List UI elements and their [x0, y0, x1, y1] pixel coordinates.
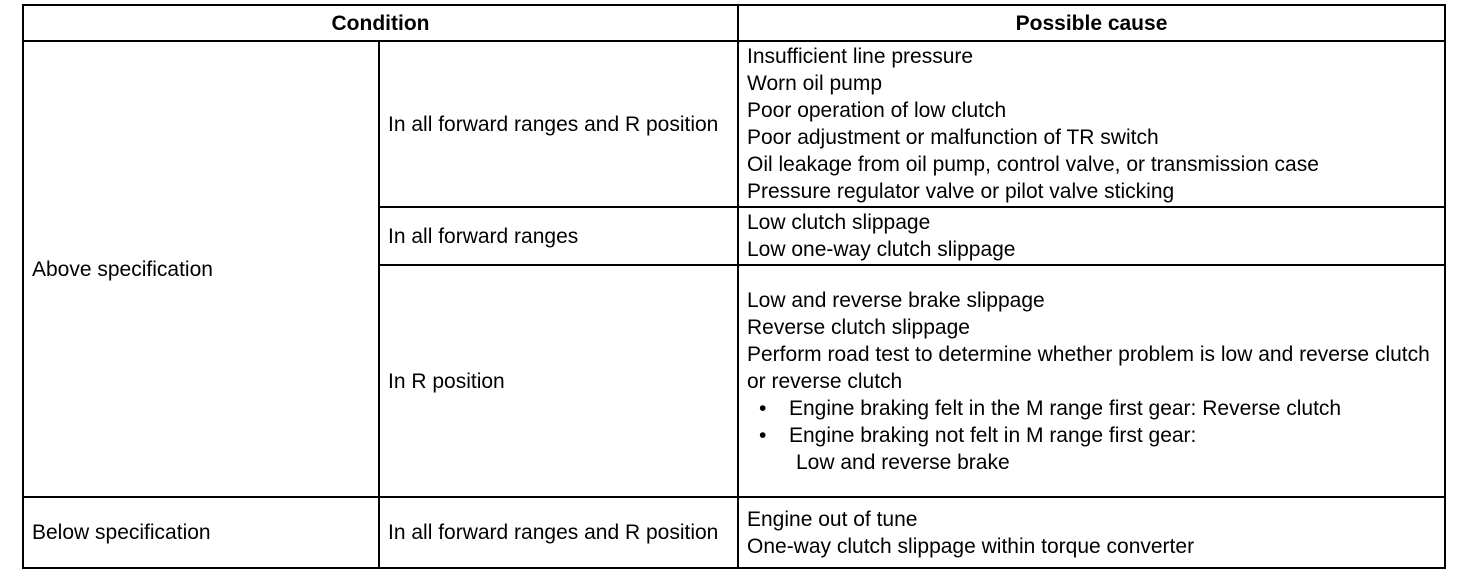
below-specification-cell: Below specification: [23, 497, 379, 568]
bullet-continuation: Low and reverse brake: [796, 450, 1010, 474]
possible-cause-header: Possible cause: [738, 5, 1445, 41]
bullet-icon: •: [759, 423, 767, 447]
cause-line: Insufficient line pressure: [747, 45, 974, 68]
cause-cell: [738, 207, 1445, 265]
table-row: [23, 497, 1445, 568]
cause-line: Perform road test to determine whether problem is low and reverse clutch or reverse clutch: [747, 342, 1430, 393]
cause-cell: [738, 265, 1445, 497]
cause-line: Low one-way clutch slippage: [747, 238, 1016, 261]
bullet-icon: •: [759, 396, 767, 420]
cause-line: Engine out of tune: [747, 507, 918, 531]
bullet-item: [747, 395, 1444, 422]
cause-line: Poor adjustment or malfunction of TR switch: [747, 126, 1159, 149]
cause-line: Reverse clutch slippage: [747, 315, 970, 339]
condition-cell: [379, 207, 738, 265]
condition-text: In all forward ranges: [388, 224, 579, 248]
cause-line: Pressure regulator valve or pilot valve sticking: [747, 180, 1175, 203]
table-row: [23, 41, 1445, 207]
cause-line: Low and reverse brake slippage: [747, 288, 1045, 312]
cause-line: Poor operation of low clutch: [747, 99, 1007, 122]
bullet-text: Engine braking felt in the M range first gear: Reverse clutch: [789, 396, 1342, 420]
condition-header: Condition: [23, 5, 738, 41]
condition-cell: [379, 265, 738, 497]
cause-line: Oil leakage from oil pump, control valve, or transmission case: [747, 153, 1319, 176]
bullet-item: [747, 422, 1444, 449]
condition-cell: [379, 497, 738, 568]
header-row: [23, 5, 1445, 41]
diagnosis-table: [22, 4, 1446, 569]
cause-line: One-way clutch slippage within torque converter: [747, 534, 1195, 558]
condition-cell: [379, 41, 738, 207]
above-specification-cell: Above specification: [23, 41, 379, 497]
cause-cell: [738, 497, 1445, 568]
cause-line: Low clutch slippage: [747, 211, 931, 234]
condition-text: In all forward ranges and R position: [388, 112, 719, 136]
condition-text: In R position: [388, 369, 505, 393]
cause-cell: [738, 41, 1445, 207]
bullet-text: Engine braking not felt in M range first gear:: [789, 423, 1197, 447]
cause-line: Worn oil pump: [747, 72, 883, 95]
condition-text: In all forward ranges and R position: [388, 521, 719, 544]
